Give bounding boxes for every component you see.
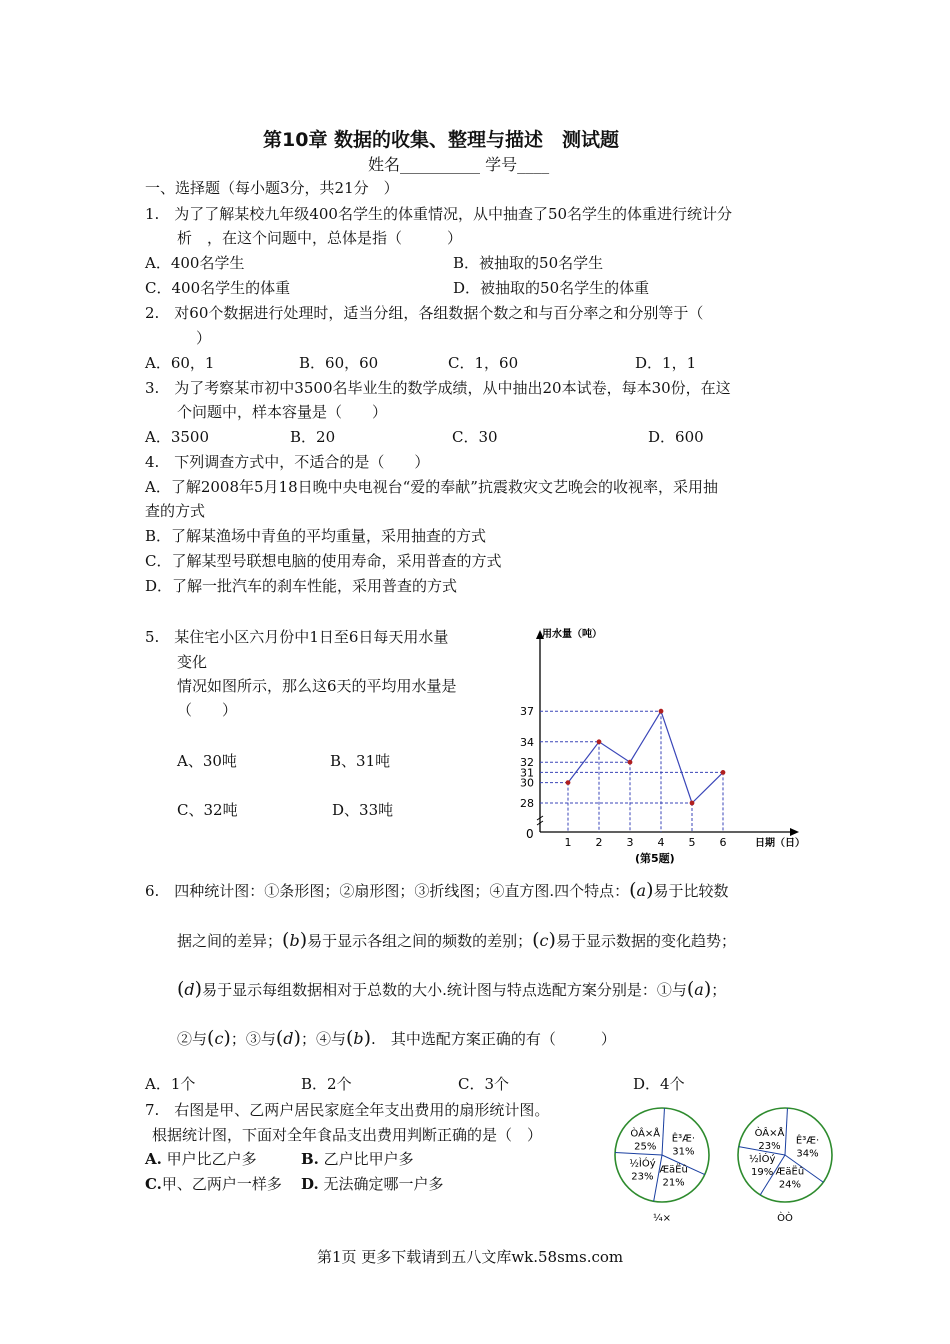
q5-text-2: 变化: [177, 653, 208, 671]
q6-text-2: 据之间的差异；: [177, 932, 283, 950]
q7-option-a: A. 甲户比乙户多: [145, 1150, 257, 1168]
name-id-line: 姓名__________ 学号____: [368, 155, 550, 174]
page-title: 第10章 数据的收集、整理与描述 测试题: [263, 129, 620, 151]
pie-slice-label: Ê³Æ·: [671, 1133, 696, 1145]
water-usage-line-chart: [505, 620, 815, 870]
q4-option-a-2: 查的方式: [145, 502, 206, 520]
data-point: [659, 709, 664, 714]
q6-text-4b: ；③与: [230, 1030, 276, 1048]
q2-option-c: C．1，60: [448, 354, 519, 372]
q6-label-c: (c): [532, 929, 556, 951]
q6-label-b-2: (b): [345, 1027, 372, 1049]
x-axis-arrow: [790, 828, 799, 836]
pie-slice-label: Ê³Æ·: [795, 1135, 820, 1147]
x-tick-label: 5: [688, 836, 696, 849]
q6-label-c-2: (c): [207, 1027, 231, 1049]
y-tick-label: 34: [520, 735, 534, 749]
q6-text-2b: 易于显示各组之间的频数的差别；: [307, 932, 533, 950]
q4-option-d: D．了解一批汽车的刹车性能，采用普查的方式: [145, 577, 458, 595]
q6-text-3b: ；: [711, 981, 727, 999]
pie-slice-label: ÒÂ×Å: [754, 1127, 785, 1139]
q6-text-1: 6. 四种统计图：①条形图；②扇形图；③折线图；④直方图.四个特点：: [145, 882, 630, 900]
q5-option-c: C、32吨: [177, 801, 238, 819]
page-footer: 第1页 更多下载请到五八文库wk.58sms.com: [317, 1248, 624, 1266]
pie-slice-value: 23%: [631, 1171, 654, 1183]
x-tick-label: 1: [564, 836, 572, 849]
y-tick-label: 32: [520, 756, 534, 770]
pie-slice-label: ÆäËû: [659, 1164, 688, 1176]
data-point: [597, 739, 602, 744]
pie-caption: ¼×: [652, 1213, 672, 1224]
q6-text-3: 易于显示每组数据相对于总数的大小.统计图与特点选配方案分别是：①与: [202, 981, 687, 999]
q7-text: 7. 右图是甲、乙两户居民家庭全年支出费用的扇形统计图。: [145, 1101, 550, 1119]
data-point: [628, 760, 633, 765]
x-tick-label: 2: [595, 836, 603, 849]
q3-option-d: D．600: [648, 428, 704, 446]
pie-slice-label: ÒÂ×Å: [630, 1128, 661, 1140]
q7-option-d: D. 无法确定哪一户多: [301, 1175, 444, 1193]
q6-option-a: A．1个: [145, 1075, 196, 1093]
q1-option-b: B．被抽取的50名学生: [453, 254, 604, 272]
q6-option-b: B．2个: [301, 1075, 352, 1093]
q4-option-c: C．了解某型号联想电脑的使用寿命，采用普查的方式: [145, 552, 502, 570]
q6-text-2c: 易于显示数据的变化趋势；: [555, 932, 736, 950]
y-tick-label: 37: [520, 705, 534, 719]
y-axis-label: 用水量（吨）: [542, 629, 602, 640]
q1-text: 1. 为了了解某校九年级400名学生的体重情况，从中抽查了50名学生的体重进行统计分: [145, 205, 733, 223]
pie-slice-value: 23%: [758, 1140, 781, 1152]
q6-text-1b: 易于比较数: [653, 882, 729, 900]
data-point: [721, 770, 726, 775]
q2-text-2: ）: [196, 329, 212, 347]
x-tick-label: 3: [626, 836, 634, 849]
pie-slice-value: 34%: [796, 1148, 819, 1160]
q6-label-a-2: (a): [686, 978, 712, 1000]
pie-slice-label: ½ÌÓý: [629, 1158, 656, 1170]
q1-text-2: 析 ，在这个问题中，总体是指（ ）: [177, 229, 463, 247]
q7-option-c: C.甲、乙两户一样多: [145, 1175, 282, 1193]
q3-option-c: C．30: [452, 428, 498, 446]
pie-slice-value: 31%: [672, 1146, 695, 1158]
pie-slice-value: 24%: [778, 1179, 802, 1191]
q6-label-d: (d): [177, 978, 203, 1000]
pie-slice-label: ½ÌÓý: [748, 1153, 776, 1165]
q2-option-d: D．1，1: [635, 354, 697, 372]
q3-text-2: 个问题中，样本容量是（ ）: [177, 403, 388, 421]
q4-option-a: A．了解2008年5月18日晚中央电视台“爱的奉献”抗震救灾文艺晚会的收视率，采用抽: [145, 478, 718, 496]
y-tick-label: 30: [520, 776, 534, 790]
y-tick-label: 31: [520, 766, 534, 780]
q5-text-4: （ ）: [177, 701, 238, 719]
q7-option-b: B. 乙户比甲户多: [301, 1150, 414, 1168]
q6-text-4c: ；④与: [300, 1030, 346, 1048]
q2-text: 2. 对60个数据进行处理时，适当分组，各组数据个数之和与百分率之和分别等于（: [145, 304, 704, 322]
q1-option-a: A．400名学生: [145, 254, 245, 272]
q1-option-d: D．被抽取的50名学生的体重: [453, 279, 650, 297]
q6-text-4a: ②与: [177, 1030, 208, 1048]
origin-label: 0: [526, 827, 534, 841]
series-line: [568, 711, 723, 803]
q4-text: 4. 下列调查方式中，不适合的是（ ）: [145, 453, 430, 471]
q6-option-c: C．3个: [458, 1075, 510, 1093]
q4-option-b: B．了解某渔场中青鱼的平均重量，采用抽查的方式: [145, 527, 487, 545]
pie-caption: ÒÒ: [777, 1213, 793, 1224]
q5-option-a: A、30吨: [177, 752, 237, 770]
q6-text-4d: . 其中选配方案正确的有（ ）: [371, 1030, 616, 1048]
q6-label-a: (a): [629, 879, 654, 901]
pie-slice-value: 19%: [751, 1166, 774, 1178]
q2-option-b: B．60，60: [299, 354, 379, 372]
chart-caption: (第5题): [635, 852, 675, 865]
x-axis-label: 日期（日）: [755, 838, 805, 849]
q5-option-b: B、31吨: [330, 752, 391, 770]
pie-slice-value: 25%: [634, 1141, 657, 1153]
q6-option-d: D．4个: [633, 1075, 685, 1093]
pie-slice-label: ÆäËû: [775, 1166, 805, 1178]
section-heading: 一、选择题（每小题3分，共21分 ）: [145, 179, 399, 197]
q5-text: 5. 某住宅小区六月份中1日至6日每天用水量: [145, 628, 449, 646]
q2-option-a: A．60，1: [145, 354, 215, 372]
pie-slice-value: 21%: [662, 1177, 685, 1189]
q5-text-3: 情况如图所示，那么这6天的平均用水量是: [177, 677, 457, 695]
x-tick-label: 4: [657, 836, 665, 849]
data-point: [690, 801, 695, 806]
q3-option-b: B．20: [290, 428, 336, 446]
pie-chart-yi: [733, 1103, 843, 1228]
x-tick-label: 6: [719, 836, 727, 849]
q3-text: 3. 为了考察某市初中3500名毕业生的数学成绩，从中抽出20本试卷，每本30份，在这: [145, 379, 731, 397]
q5-option-d: D、33吨: [332, 801, 394, 819]
y-tick-label: 28: [520, 797, 534, 810]
data-point: [566, 780, 571, 785]
q1-option-c: C．400名学生的体重: [145, 279, 291, 297]
q7-text-2: 根据统计图，下面对全年食品支出费用判断正确的是（ ）: [152, 1126, 543, 1144]
pie-chart-jia: [610, 1103, 720, 1228]
q6-label-b: (b): [282, 929, 308, 951]
q3-option-a: A．3500: [145, 428, 210, 446]
q6-label-d-2: (d): [275, 1027, 301, 1049]
